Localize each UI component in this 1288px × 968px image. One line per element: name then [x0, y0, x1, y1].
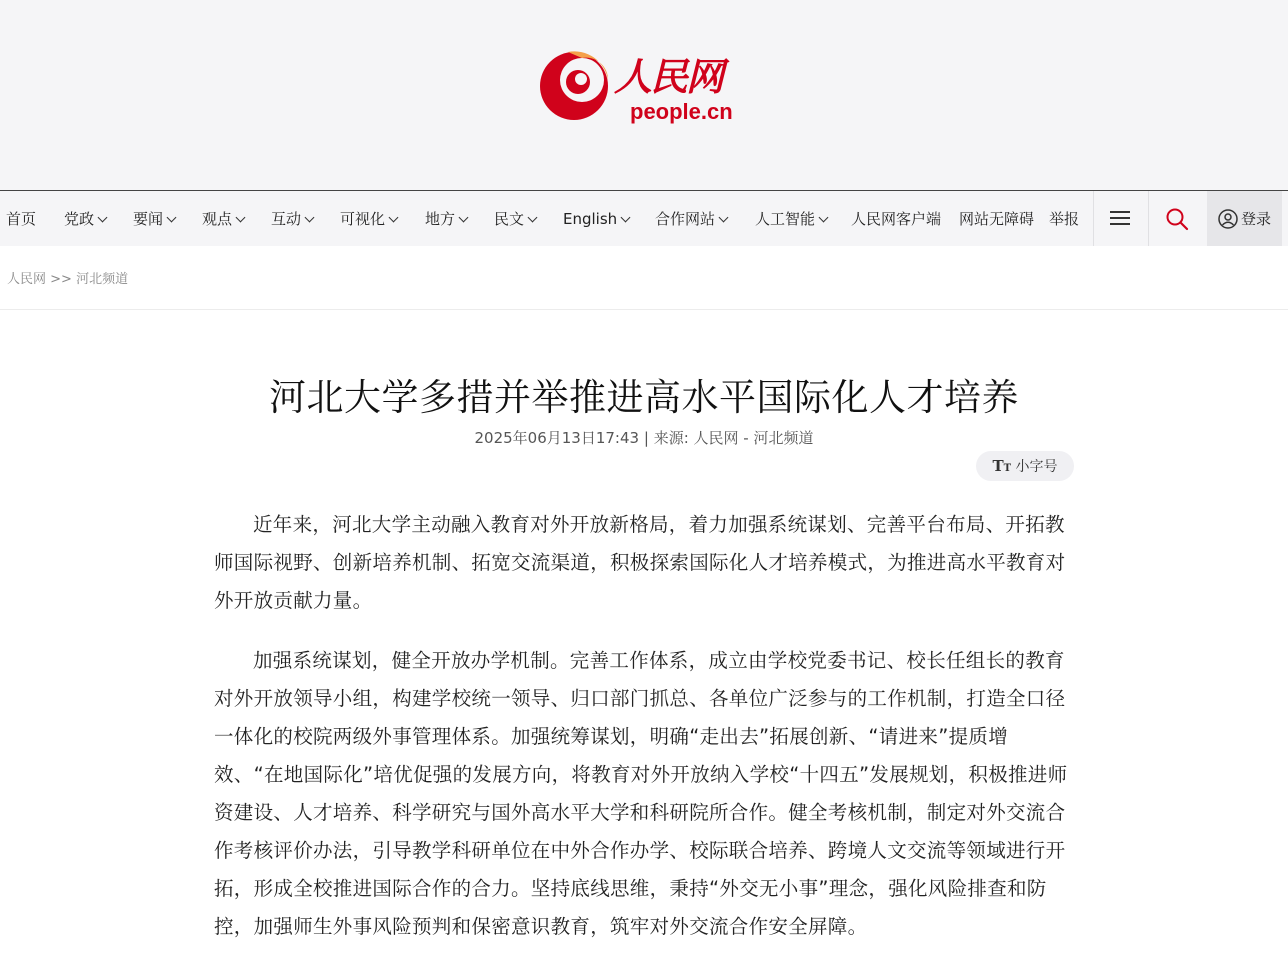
search-icon[interactable]	[1165, 207, 1189, 231]
publish-datetime: 2025年06月13日17:43	[474, 429, 640, 447]
breadcrumb-separator: >>	[50, 272, 72, 287]
nav-item-keshihua[interactable]: 可视化	[340, 191, 397, 247]
nav-item-difang[interactable]: 地方	[425, 191, 467, 247]
source-label: 来源:	[653, 429, 689, 447]
article-body	[214, 506, 1074, 968]
chevron-down-icon	[167, 213, 177, 223]
chevron-down-icon	[819, 213, 829, 223]
login-button[interactable]	[1207, 191, 1282, 246]
main-nav	[0, 190, 1288, 246]
nav-item-accessibility[interactable]: 网站无障碍	[959, 210, 1035, 228]
article-paragraph: 加强系统谋划，健全开放办学机制。完善工作体系，成立由学校党委书记、校长任组长的教育对外开放领导小组，构建学校统一领导、归口部门抓总、各单位广泛参与的工作机制，打造全口径一体化的校院两级外事管理体系。加强统筹谋划，明确“走出去”拓展创新、“请进来”提质增效、“在地国际化”培优促强的发展方向，将教育对外开放纳入学校“十四五”发展规划，积极推进师资建设、人才培养、科学研究与国外高水平大学和科研院所合作。健全考核机制，制定对外交流合作考核评价办法，引导教学科研单位在中外合作办学、校际联合培养、跨境人文交流等领域进行开拓，形成全校推进国际合作的合力。坚持底线思维，秉持“外交无小事”理念，强化风险排查和防控，加强师生外事风险预判和保密意识教育，筑牢对外交流合作安全屏障。	[214, 649, 1068, 938]
chevron-down-icon	[236, 213, 246, 223]
logo-text-cn: 人民网	[614, 54, 723, 99]
font-size-toggle-button[interactable]	[976, 451, 1074, 481]
chevron-down-icon	[528, 213, 538, 223]
breadcrumb-home-link[interactable]: 人民网	[7, 272, 47, 287]
breadcrumb-channel-link[interactable]: 河北频道	[76, 272, 129, 287]
chevron-down-icon	[719, 213, 729, 223]
font-size-toggle-label: 小字号	[1015, 459, 1058, 475]
nav-item-dangzheng[interactable]: 党政	[64, 191, 106, 247]
nav-item-english[interactable]: English	[563, 191, 629, 247]
article-title: 河北大学多措并举推进高水平国际化人才培养	[269, 375, 1019, 419]
nav-item-partner-sites[interactable]: 合作网站	[655, 191, 727, 247]
hamburger-icon[interactable]	[1108, 207, 1132, 229]
user-circle-icon	[1218, 209, 1238, 229]
chevron-down-icon	[389, 213, 399, 223]
breadcrumb	[7, 268, 128, 287]
nav-item-report[interactable]: 举报	[1049, 210, 1080, 228]
logo-text-en: people.cn	[630, 99, 733, 124]
source-link[interactable]: 人民网 - 河北频道	[693, 429, 814, 447]
chevron-down-icon	[305, 213, 315, 223]
site-header	[0, 0, 1288, 190]
chevron-down-icon	[98, 213, 108, 223]
breadcrumb-divider	[0, 309, 1288, 310]
nav-item-yaowen[interactable]: 要闻	[133, 191, 175, 247]
chevron-down-icon	[621, 213, 631, 223]
nav-item-home[interactable]: 首页	[6, 210, 37, 228]
nav-item-guandian[interactable]: 观点	[202, 191, 244, 247]
nav-item-client[interactable]: 人民网客户端	[851, 210, 942, 228]
article-meta	[0, 427, 1288, 448]
article-paragraph: 近年来，河北大学主动融入教育对外开放新格局，着力加强系统谋划、完善平台布局、开拓教师国际视野、创新培养机制、拓宽交流渠道，积极探索国际化人才培养模式，为推进高水平教育对外开放贡献力量。	[214, 513, 1066, 612]
meta-separator: |	[643, 429, 654, 447]
nav-item-minwen[interactable]: 民文	[494, 191, 536, 247]
login-label: 登录	[1241, 210, 1272, 228]
nav-divider	[1093, 191, 1094, 246]
nav-item-hudong[interactable]: 互动	[271, 191, 313, 247]
font-size-icon: TT	[992, 457, 1012, 475]
nav-divider	[1148, 191, 1149, 246]
nav-item-ai[interactable]: 人工智能	[755, 191, 827, 247]
chevron-down-icon	[459, 213, 469, 223]
